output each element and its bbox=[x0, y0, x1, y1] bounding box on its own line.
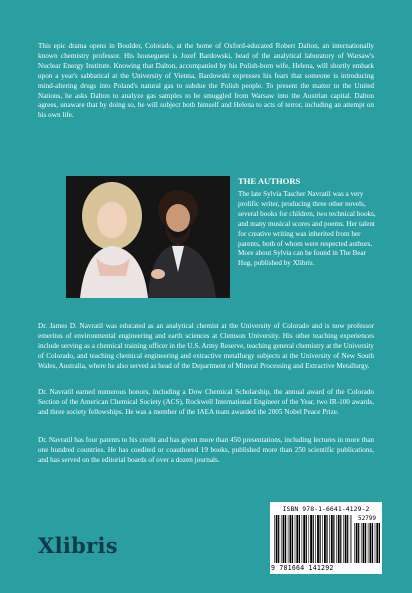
isbn-barcode bbox=[270, 502, 382, 574]
barcode-number: 9 781664 141292 bbox=[271, 564, 334, 572]
bio-paragraph-education: Dr. James D. Navratil was educated as an analytical chemist at the University of Colorado and is now professor emeritus of environmental engineering and earth sciences at Clemson University. His other teaching experiences include serving as a chemical training officer in the U.S. Army Reserve, teaching general chemistry at the University of Colorado, and teaching chemical engineering and extractive metallurgy subjects at the University of New South Wales, Australia, where he also served as head of the Department of Mineral Processing and Extractive Metallurgy. bbox=[38, 322, 374, 370]
authors-heading: THE AUTHORS bbox=[238, 176, 301, 186]
authors-text-block bbox=[238, 176, 376, 269]
authors-photo bbox=[66, 176, 230, 298]
barcode-bars bbox=[274, 515, 352, 563]
synopsis-text: This epic drama opens in Boulder, Colorado, at the home of Oxford-educated Robert Dalton, an internationally known chemistry professor. His houseguest is Jozef Bardowski, head of the analytical laboratory of Warsaw's Nuclear Energy Institute. Knowing that Dalton, accompanied by his Polish-born wife, Helena, will shortly embark upon a year's sabbatical at the University of Vienna, Bardowski expresses his fears that someone is introducing mind-altering drugs into Poland's natural gas to subdue the Polish people. To present the matter to the United Nations, he asks Dalton to analyze gas samples to be smuggled from Warsaw into the Austrian capital. Dalton agrees, unaware that by doing so, he will subject both himself and Helena to acts of terror, including an attempt on his own life. bbox=[38, 42, 374, 120]
authors-section bbox=[66, 176, 376, 302]
price-addon-label: 52799 bbox=[357, 515, 377, 522]
publisher-logo: Xlibris bbox=[38, 533, 118, 558]
addon-barcode-bars bbox=[354, 523, 380, 563]
isbn-label: ISBN 978-1-6641-4129-2 bbox=[282, 505, 370, 513]
bio-paragraph-honors: Dr. Navratil earned numerous honors, including a Dow Chemical Scholarship, the annual award of the Colorado Section of the American Chemical Society (ACS), Rockwell International Engineer of the Year, two IR-100 awards, and three society fellowships. He was a member of the IAEA team awarded the 2005 Nobel Peace Prize. bbox=[38, 388, 374, 416]
authors-photo-image bbox=[66, 176, 230, 298]
authors-bio-sylvia: The late Sylvia Tascher Navratil was a very prolific writer, producing three other novels, several books for children, two technical books, and many musical scores and poems. Her talent for creative writing was inherited from her parents, both of whom were respected authors. More about Sylvia can be found in The Bear Hug, published by Xlibris. bbox=[238, 190, 376, 268]
bio-paragraph-patents: Dr. Navratil has four patents to his credit and has given more than 450 presentations, including lectures in more than one hundred countries. He has coedited or coauthored 19 books, published more than 250 scientific publications, and has served on the editorial boards of over a dozen journals. bbox=[38, 436, 374, 464]
